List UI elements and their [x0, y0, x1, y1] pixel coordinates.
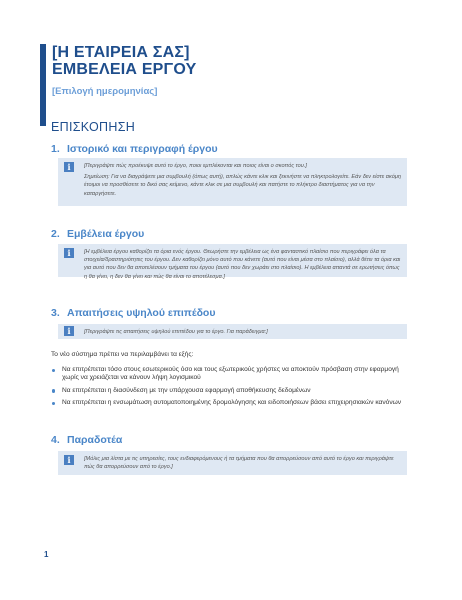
section-3-heading	[51, 307, 215, 319]
bullet-icon	[52, 369, 55, 372]
title-block	[40, 44, 430, 126]
section-4-heading	[51, 434, 122, 446]
section-1-heading	[51, 143, 218, 155]
list-item: Να επιτρέπεται η ενσωμάτωση αυτοματοποιημένης δρομολόγησης και ειδοποιήσεων βάσει επιχειρησιακών κανόνων	[51, 399, 416, 407]
section-1-number: 1.	[51, 143, 60, 155]
section-1-tip-note: Σημείωση: Για να διαγράψετε μια συμβουλή (όπως αυτή), απλώς κάντε κλικ και ξεκινήστε να πληκτρολογείτε. Εάν δεν είστε ακόμη έτοιμοι να προσθέσετε το δικό σας κείμενο, κάντε κλικ σε μια συμβουλή και πατήστε το πλήκτρο διαστήματος για να την καταργήσετε.	[84, 174, 401, 197]
section-4-number: 4.	[51, 434, 60, 446]
section-3-tip[interactable]	[58, 324, 407, 339]
section-2-heading	[51, 228, 144, 240]
section-4-tip-text: [Μόλις μια λίστα με τις υπηρεσίες, τους ενδιαφερόμενους ή τα τμήματα που θα απορρεύσουν από αυτό το έργο και περιγράψτε πώς θα απορρεύσουν από το έργο.]	[84, 456, 394, 471]
section-4-tip[interactable]	[58, 451, 407, 475]
company-name[interactable]: [Η ΕΤΑΙΡΕΙΑ ΣΑΣ]	[52, 44, 190, 61]
info-icon: i	[64, 455, 74, 465]
section-2-number: 2.	[51, 228, 60, 240]
bullet-icon	[52, 389, 55, 392]
info-icon: i	[64, 326, 74, 336]
requirements-intro: Το νέο σύστημα πρέπει να περιλαμβάνει τα εξής:	[51, 351, 194, 358]
section-1-tip[interactable]	[58, 158, 407, 206]
document-title[interactable]: ΕΜΒΕΛΕΙΑ ΕΡΓΟΥ	[52, 61, 197, 78]
overview-heading: ΕΠΙΣΚΟΠΗΣΗ	[51, 120, 136, 134]
section-2-tip[interactable]	[58, 244, 407, 280]
list-item: Να επιτρέπεται τόσο στους εσωτερικούς όσο και τους εξωτερικούς χρήστες να αποκτούν πρόσβαση στην εφαρμογή χωρίς να χρειάζεται να κάνουν λήψη λογισμικού	[51, 366, 416, 383]
info-icon: i	[64, 248, 74, 258]
section-1-tip-text: [Περιγράψτε πώς προέκυψε αυτό το έργο, ποιοι εμπλέκονται και ποιος είναι ο σκοπός του.]	[84, 163, 307, 169]
section-2-tip-text: [Η εμβέλεια έργου καθορίζει τα όρια ενός έργου. Θεωρήστε την εμβέλεια ως ένα φανταστικό πλαίσιο που περιγράφει όλα τα στοιχεία/δραστηριότητες του έργου. Δεν καθορίζει μόνο αυτό που κάνετε (αυτό που είναι μέσα στο πλαίσιο), αλλά θέτει τα όρια και για αυτό που δεν θα αποτελέσουν τμήματα του έργου (αυτό που δεν χωράει στο πλαίσιο). Η εμβέλεια απαντά σε ερωτήσεις όπως η θα γίνει, η δεν θα γίνει και πώς θα είναι το αποτέλεσμα.]	[84, 249, 401, 280]
section-3-tip-text: [Περιγράψτε τις απαιτήσεις υψηλού επιπέδου για το έργο. Για παράδειγμα:]	[84, 329, 268, 335]
section-3-title: Απαιτήσεις υψηλού επιπέδου	[67, 307, 216, 319]
requirements-list	[51, 366, 416, 412]
date-picker[interactable]: [Επιλογή ημερομηνίας]	[52, 86, 158, 97]
page-number: 1	[44, 550, 49, 559]
section-4-title: Παραδοτέα	[67, 434, 123, 446]
list-item: Να επιτρέπεται η διασύνδεση με την υπάρχουσα εφαρμογή αποθήκευσης δεδομένων	[51, 387, 416, 395]
section-1-title: Ιστορικό και περιγραφή έργου	[67, 143, 218, 155]
info-icon: i	[64, 162, 74, 172]
section-2-title: Εμβέλεια έργου	[67, 228, 145, 240]
section-3-number: 3.	[51, 307, 60, 319]
bullet-icon	[52, 402, 55, 405]
